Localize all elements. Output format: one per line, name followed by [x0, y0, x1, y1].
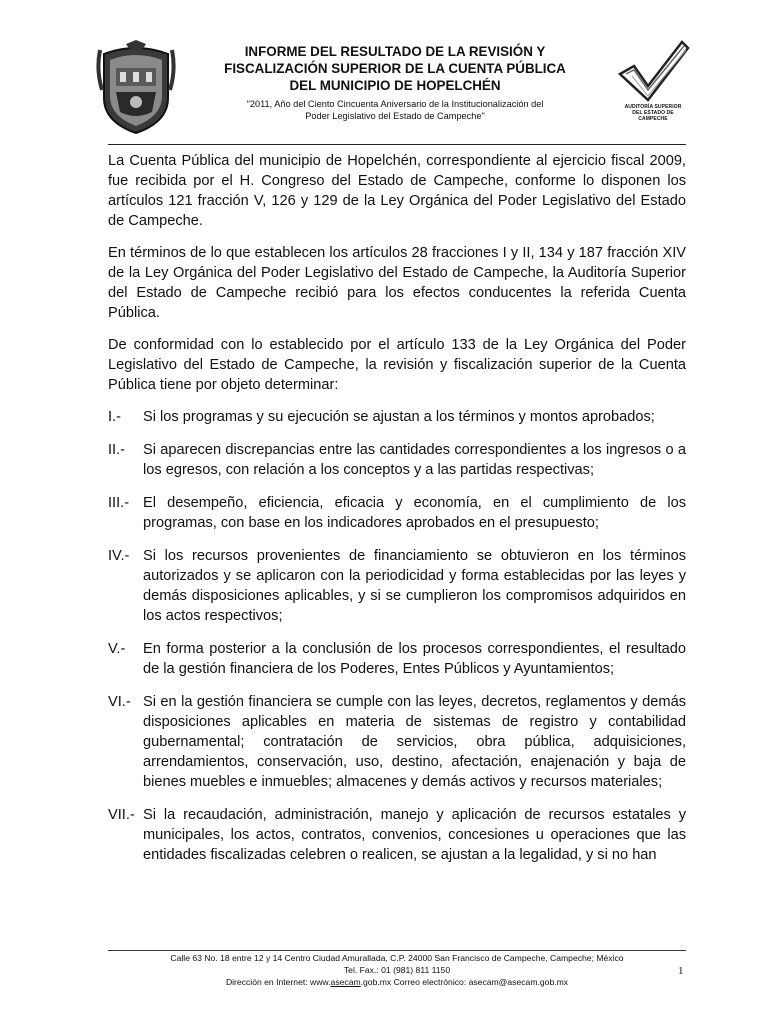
header-divider [108, 144, 686, 145]
subtitle-line: Poder Legislativo del Estado de Campeche" [305, 111, 485, 121]
footer-web-suffix: .gob.mx Correo electrónico: asecam@asecam.gob.mx [360, 977, 569, 987]
auditor-logo [612, 38, 694, 142]
footer-divider [108, 950, 686, 951]
document-subtitle [200, 98, 590, 122]
list-item-number: I.- [108, 409, 121, 425]
page-number: 1 [678, 965, 684, 977]
list-item-number: II.- [108, 442, 126, 458]
list-item-text: Si aparecen discrepancias entre las cantidades correspondientes a los ingresos o a los egresos, con relación a los conceptos y a las partidas respectivas; [143, 442, 686, 478]
list-item [108, 440, 686, 480]
list-item-number: III.- [108, 495, 130, 511]
title-line: FISCALIZACIÓN SUPERIOR DE LA CUENTA PÚBLICA [224, 61, 566, 76]
list-item [108, 692, 686, 792]
document-body [108, 151, 686, 878]
list-item-text: Si la recaudación, administración, manejo y aplicación de recursos estatales y municipales, los actos, contratos, convenios, concesiones u operaciones que las entidades fiscalizadas celebren o realicen, se ajustan a la legalidad, y si no han [143, 807, 686, 863]
logo-caption-line: DEL ESTADO DE [632, 110, 674, 116]
document-footer [108, 952, 686, 988]
list-item-text: Si los recursos provenientes de financiamiento se obtuvieron en los términos autorizados y se aplicaron con la periodicidad y forma establecidas por las leyes y demás disposiciones aplicables, y si se cumplieron los compromisos adquiridos en los actos respectivos; [143, 548, 686, 624]
paragraph: De conformidad con lo establecido por el artículo 133 de la Ley Orgánica del Poder Legislativo del Estado de Campeche, la revisión y fiscalización superior de la Cuenta Pública tiene por objeto determinar: [108, 337, 686, 393]
list-item-text: El desempeño, eficiencia, eficacia y economía, en el cumplimiento de los programas, con base en los indicadores aprobados en el presupuesto; [143, 495, 686, 531]
title-line: DEL MUNICIPIO DE HOPELCHÉN [289, 78, 501, 93]
logo-caption-line: AUDITORÍA SUPERIOR [624, 104, 682, 110]
footer-address: Calle 63 No. 18 entre 12 y 14 Centro Ciudad Amurallada, C.P. 24000 San Francisco de Campeche, Campeche; México [170, 953, 624, 963]
auditor-logo-caption [612, 104, 694, 122]
list-item-text: Si en la gestión financiera se cumple con las leyes, decretos, reglamentos y demás disposiciones aplicables en materia de sistemas de registro y contabilidad gubernamental; contratación de servicios, obra pública, adquisiciones, arrendamientos, conservación, uso, destino, afectación, enajenación y baja de bienes muebles e inmuebles; almacenes y demás activos y recursos materiales; [143, 694, 686, 790]
list-item [108, 546, 686, 626]
list-item-number: VII.- [108, 807, 135, 823]
paragraph: La Cuenta Pública del municipio de Hopelchén, correspondiente al ejercicio fiscal 2009, fue recibida por el H. Congreso del Estado de Campeche, conforme lo disponen los artículos 121 fracción V, 126 y 129 de la Ley Orgánica del Poder Legislativo del Estado de Campeche. [108, 153, 686, 229]
paragraph: En términos de lo que establecen los artículos 28 fracciones I y II, 134 y 187 fracción XIV de la Ley Orgánica del Poder Legislativo del Estado de Campeche, la Auditoría Superior del Estado de Campeche recibió para los efectos conducentes la referida Cuenta Pública. [108, 245, 686, 321]
document-title [180, 43, 610, 94]
footer-contact [108, 976, 686, 988]
coat-of-arms-logo [96, 40, 176, 135]
list-item [108, 493, 686, 533]
list-item-text: Si los programas y su ejecución se ajustan a los términos y montos aprobados; [143, 409, 655, 425]
list-item [108, 639, 686, 679]
footer-web-link[interactable]: asecam [330, 977, 361, 987]
list-item-text: En forma posterior a la conclusión de los procesos correspondientes, el resultado de la gestión financiera de los Poderes, Entes Públicos y Ayuntamientos; [143, 641, 686, 677]
document-header [0, 0, 770, 148]
list-item [108, 407, 686, 427]
list-item [108, 805, 686, 865]
list-item-number: V.- [108, 641, 126, 657]
footer-web-prefix: Dirección en Internet: www. [225, 977, 331, 987]
list-item-number: IV.- [108, 548, 130, 564]
subtitle-line: "2011, Año del Ciento Cincuenta Aniversario de la Institucionalización del [246, 99, 544, 109]
footer-phone: Tel. Fax.: 01 (981) 811 1150 [343, 965, 451, 975]
logo-caption-line: CAMPECHE [638, 116, 668, 122]
list-item-number: VI.- [108, 694, 131, 710]
title-line: INFORME DEL RESULTADO DE LA REVISIÓN Y [244, 44, 546, 59]
checkmark-icon [612, 38, 694, 104]
